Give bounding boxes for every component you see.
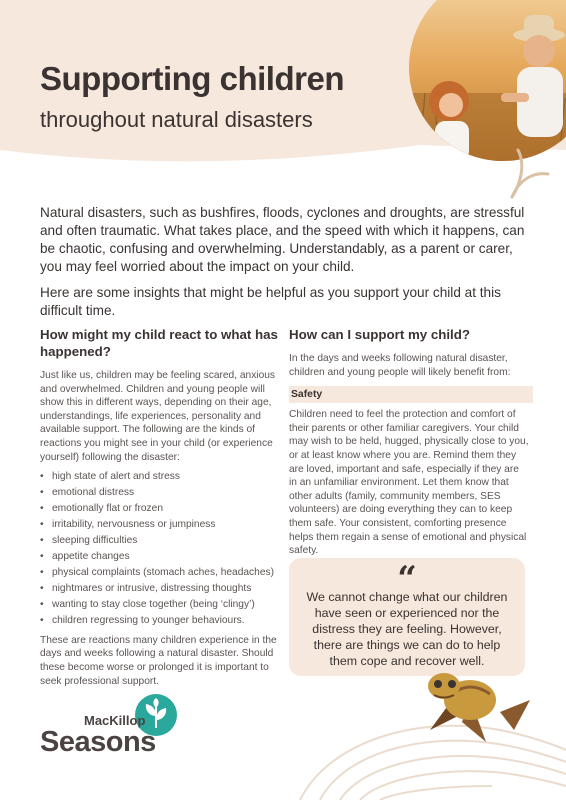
list-item: • physical complaints (stomach aches, headaches) (40, 566, 280, 580)
list-item: • irritability, nervousness or jumpiness (40, 518, 280, 532)
list-item: • nightmares or intrusive, distressing thoughts (40, 582, 280, 596)
list-item: • sleeping difficulties (40, 534, 280, 548)
page-title: Supporting children (40, 60, 344, 97)
list-item: • wanting to stay close together (being ‘clingy’) (40, 598, 280, 612)
list-item: • high state of alert and stress (40, 470, 280, 484)
page-subtitle: throughout natural disasters (40, 107, 313, 132)
safety-label: Safety (289, 386, 533, 403)
reactions-lead: Just like us, children may be feeling scared, anxious and overwhelmed. Children and young people will show this in different ways, depending on their age, understandings, life experiences, personality and available support. The following are the kinds of reactions you might see in your child (or experience yourself) following the disaster: (40, 370, 275, 463)
reactions-heading: How might my child react to what has happened? (40, 327, 278, 359)
reactions-column (40, 326, 280, 688)
intro-paragraph: Natural disasters, such as bushfires, floods, cyclones and droughts, are stressful and often traumatic. What takes place, and the speed with which it happens, can be chaotic, confusing and overwhelming. Understandably, as a parent or carer, you may feel worried about the impact on your child. (40, 205, 525, 274)
list-item: • emotional distress (40, 486, 280, 500)
support-column (289, 326, 529, 558)
support-lead: In the days and weeks following natural disaster, children and young people will likely benefit from: (289, 353, 511, 378)
reactions-list (40, 470, 280, 628)
list-item: • emotionally flat or frozen (40, 502, 280, 516)
intro-paragraph: Here are some insights that might be helpful as you support your child at this difficult time. (40, 285, 501, 318)
reactions-closing: These are reactions many children experience in the days and weeks following a natural disaster. Should these become worse or prolonged it is important to seek professional support. (40, 634, 277, 687)
support-heading: How can I support my child? (289, 327, 471, 342)
list-item: • appetite changes (40, 550, 280, 564)
logo-text-seasons: Seasons (40, 726, 156, 758)
quote-mark-icon: “ (397, 559, 417, 599)
safety-text: Children need to feel the protection and comfort of their parents or other familiar caregivers. Your child may wish to be held, hugged, physically close to you, or at least know where you are. Remind them they are loved, important and safe, especially if they are in an unfamiliar environment. Let them know that other adults (family, community members, SES volunteers) are doing everything they can to keep them safe. Your consistent, comforting presence helps them regain a sense of emotional and physical safety. (289, 409, 529, 557)
list-item: • children regressing to younger behaviours. (40, 614, 280, 628)
quote-box (289, 558, 525, 676)
intro-section (40, 204, 530, 328)
quote-text: We cannot change what our children have seen or experienced nor the distress they are feeling. However, there are things we can do to help them cope and recover well. (306, 590, 508, 668)
logo-text-mackillop: MacKillop (84, 713, 146, 728)
mackillop-seasons-logo (40, 694, 180, 764)
turtle-illustration (428, 673, 530, 742)
